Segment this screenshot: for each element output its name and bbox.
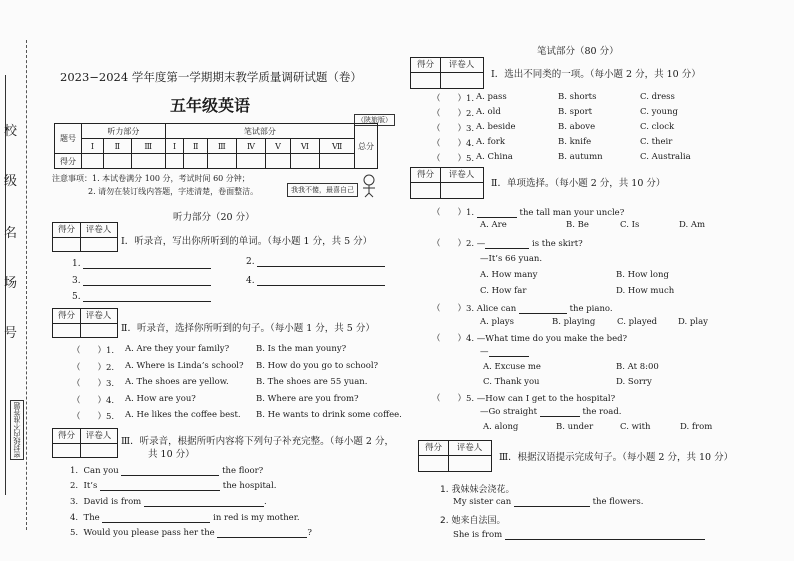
answer-blank[interactable]	[102, 513, 210, 523]
w2-1-opt-b: B. Be	[566, 220, 589, 230]
answer-blank[interactable]	[257, 276, 385, 286]
w1-item-3-b: B. above	[558, 122, 596, 132]
listening-q3-title2: 共 10 分）	[148, 449, 195, 460]
edition-badge: （陕旅版）	[354, 114, 395, 126]
w2-2-opt-a: A. How many	[480, 270, 538, 280]
answer-blank[interactable]	[519, 304, 567, 314]
exam-subject: 五年级英语	[170, 96, 251, 115]
l2-item-3-a: A. The shoes are yellow.	[125, 377, 229, 387]
l1-item-4: 4.	[246, 276, 385, 286]
w2-4-opt-d: D. Sorry	[616, 377, 652, 387]
l2-item-1: （ ）1.	[72, 346, 115, 356]
writing-q1-title: Ⅰ．选出不同类的一项。（每小题 2 分，共 10 分）	[491, 69, 701, 80]
l2-item-5-b: B. He wants to drink some coffee.	[256, 410, 402, 420]
w1-item-4-num: （ ）4.	[432, 139, 475, 149]
w2-3-opt-a: A. plays	[480, 317, 514, 327]
w2-2-opt-b: B. How long	[616, 270, 669, 280]
listening-q1-title: Ⅰ．听录音，写出你所听到的单词。（每小题 1 分，共 5 分）	[121, 236, 373, 247]
l2-item-4-a: A. How are you?	[125, 394, 196, 404]
col-w5: Ⅴ	[266, 139, 290, 154]
answer-blank[interactable]	[505, 530, 705, 540]
l2-item-2: （ ）2.	[72, 363, 115, 373]
score-cell[interactable]	[266, 154, 290, 169]
w1-item-3-num: （ ）3.	[432, 124, 475, 134]
row-label-qnum: 题号	[55, 124, 82, 154]
side-char-number: 号	[4, 326, 18, 341]
answer-blank[interactable]	[477, 208, 517, 218]
w2-5-opt-c: C. with	[620, 422, 651, 432]
l2-item-3-b: B. The shoes are 55 yuan.	[256, 377, 368, 387]
grader-box: 得分 评卷人	[418, 440, 492, 472]
w1-item-4-a: A. fork	[476, 137, 506, 147]
exam-title: 2023−2024 学年度第一学期期末教学质量调研试题（卷）	[60, 70, 362, 84]
score-cell[interactable]	[207, 154, 236, 169]
answer-blank[interactable]	[121, 466, 219, 476]
grader-box: 得分 评卷人	[52, 308, 118, 338]
w2-1-opt-d: D. Am	[679, 220, 706, 230]
w2-item-2-stem: （ ）2. — is the skirt?	[432, 239, 583, 249]
grader-score-label: 得分	[53, 223, 81, 237]
l2-item-1-b: B. Is the man youny?	[256, 344, 347, 354]
score-cell[interactable]	[131, 154, 165, 169]
cartoon-kid-icon	[360, 174, 378, 198]
motto-stamp: 我我不傻，最喜自己	[287, 183, 358, 197]
col-l3: Ⅲ	[131, 139, 165, 154]
writing-q2-title: Ⅱ．单项选择。（每小题 2 分，共 10 分）	[491, 178, 666, 189]
answer-blank[interactable]	[144, 497, 264, 507]
l2-item-4: （ ）4.	[72, 396, 115, 406]
l3-item-2: 2. It’s the hospital.	[70, 481, 277, 491]
w2-1-opt-a: A. Are	[480, 220, 507, 230]
w1-item-1-b: B. shorts	[558, 92, 597, 102]
grader-reviewer-label: 评卷人	[85, 225, 112, 235]
l3-item-5: 5. Would you please pass her the ?	[70, 528, 312, 538]
total-label: 总分	[355, 124, 378, 169]
l1-item-1: 1.	[72, 259, 211, 269]
w1-item-1-a: A. pass	[476, 92, 507, 102]
writing-title: 笔试部分（80 分）	[537, 46, 619, 57]
listening-q2-title: Ⅱ．听录音，选择你所听到的句子。（每小题 1 分，共 5 分）	[121, 323, 375, 334]
l3-item-3: 3. David is from .	[70, 497, 267, 507]
w1-item-2-num: （ ）2.	[432, 109, 475, 119]
w1-item-5-b: B. autumn	[558, 152, 603, 162]
w1-item-3-a: A. beside	[476, 122, 516, 132]
w2-4-line2: —	[480, 347, 529, 357]
score-cell[interactable]	[165, 154, 184, 169]
answer-blank[interactable]	[514, 497, 590, 507]
binding-note: 密封线内不准答题	[10, 400, 24, 460]
col-w2: Ⅱ	[184, 139, 208, 154]
score-cell[interactable]	[320, 154, 355, 169]
score-cell[interactable]	[103, 154, 131, 169]
grader-box: 得分 评卷人	[410, 167, 484, 199]
writing-header: 笔试部分	[165, 124, 354, 139]
notes-line2: 2. 请勿在装订线内答题，字迹清楚，卷面整洁。	[88, 187, 259, 196]
w1-item-4-c: C. their	[640, 137, 673, 147]
w1-item-1-c: C. dress	[640, 92, 675, 102]
l3-item-1: 1. Can you the floor?	[70, 466, 264, 476]
col-l2: Ⅱ	[103, 139, 131, 154]
listening-title: 听力部分（20 分）	[173, 212, 255, 223]
l2-item-4-b: B. Where are you from?	[256, 394, 359, 404]
score-cell[interactable]	[82, 154, 104, 169]
answer-blank[interactable]	[540, 407, 580, 417]
col-w7: Ⅶ	[320, 139, 355, 154]
listening-q3-title: Ⅲ．听录音，根据所听内容将下列句子补充完整。（每小题 2 分，	[121, 436, 394, 447]
side-char-class: 级	[4, 174, 18, 189]
score-cell[interactable]	[236, 154, 265, 169]
score-table	[54, 123, 378, 169]
l1-item-3: 3.	[72, 276, 211, 286]
w2-2-opt-c: C. How far	[480, 286, 527, 296]
l2-item-5: （ ）5.	[72, 412, 115, 422]
answer-blank[interactable]	[83, 259, 211, 269]
w2-3-opt-b: B. playing	[552, 317, 596, 327]
w2-3-opt-c: C. played	[617, 317, 658, 327]
col-w1: Ⅰ	[165, 139, 184, 154]
w1-item-2-c: C. young	[640, 107, 678, 117]
answer-blank[interactable]	[485, 239, 529, 249]
w2-4-opt-a: A. Excuse me	[483, 362, 541, 372]
w2-2-opt-d: D. How much	[616, 286, 675, 296]
grader-box: 得分 评卷人	[410, 57, 484, 89]
score-cell[interactable]	[184, 154, 208, 169]
w3-1-chinese: 1. 我妹妹会浇花。	[440, 485, 515, 495]
w2-item-3-stem: （ ）3. Alice can the piano.	[432, 304, 613, 314]
l2-item-2-a: A. Where is Linda’s school?	[125, 361, 244, 371]
answer-blank[interactable]	[217, 528, 307, 538]
answer-blank[interactable]	[83, 292, 211, 302]
w2-item-1-stem: （ ）1. the tall man your uncle?	[432, 208, 625, 218]
w3-1-sentence: My sister can the flowers.	[453, 497, 644, 507]
w1-item-2-b: B. sport	[558, 107, 593, 117]
side-char-school: 校	[4, 124, 18, 139]
l2-item-3: （ ）3.	[72, 379, 115, 389]
w2-5-opt-a: A. along	[483, 422, 519, 432]
col-l1: Ⅰ	[82, 139, 104, 154]
w1-item-2-a: A. old	[476, 107, 501, 117]
w1-item-1-num: （ ）1.	[432, 94, 475, 104]
w1-item-5-num: （ ）5.	[432, 154, 475, 164]
l3-item-4: 4. The in red is my mother.	[70, 513, 300, 523]
col-w6: Ⅵ	[290, 139, 320, 154]
grader-box: 得分 评卷人	[52, 428, 118, 458]
w2-item-4-stem: （ ）4. —What time do you make the bed?	[432, 334, 628, 344]
w2-5-opt-b: B. under	[556, 422, 594, 432]
side-char-name: 名	[4, 226, 18, 241]
w2-item-5-stem: （ ）5. —How can I get to the hospital?	[432, 394, 616, 404]
answer-blank[interactable]	[489, 347, 529, 357]
w2-4-opt-c: C. Thank you	[483, 377, 540, 387]
l1-item-2: 2.	[246, 257, 385, 267]
l2-item-5-a: A. He likes the coffee best.	[125, 410, 241, 420]
writing-q3-title: Ⅲ．根据汉语提示完成句子。（每小题 2 分，共 10 分）	[499, 452, 734, 463]
side-char-room: 场	[4, 276, 18, 291]
w1-item-5-a: A. China	[476, 152, 513, 162]
answer-blank[interactable]	[100, 481, 220, 491]
col-w3: Ⅲ	[207, 139, 236, 154]
answer-blank[interactable]	[257, 257, 385, 267]
w2-5-opt-d: D. from	[680, 422, 713, 432]
binding-line	[26, 40, 27, 530]
w1-item-3-c: C. clock	[640, 122, 675, 132]
w1-item-5-c: C. Australia	[640, 152, 691, 162]
l1-item-5: 5.	[72, 292, 211, 302]
w1-item-4-b: B. knife	[558, 137, 592, 147]
l2-item-2-b: B. How do you go to school?	[256, 361, 379, 371]
l2-item-1-a: A. Are they your family?	[125, 344, 230, 354]
w2-4-opt-b: B. At 8:00	[616, 362, 659, 372]
w2-3-opt-d: D. play	[678, 317, 708, 327]
listening-header: 听力部分	[82, 124, 166, 139]
answer-blank[interactable]	[83, 276, 211, 286]
score-cell[interactable]	[290, 154, 320, 169]
w2-2-answer: —It’s 66 yuan.	[480, 254, 543, 264]
w2-1-opt-c: C. Is	[620, 220, 640, 230]
w3-2-sentence: She is from	[453, 530, 705, 540]
w2-5-line2: —Go straight the road.	[480, 407, 622, 417]
col-w4: Ⅳ	[236, 139, 265, 154]
grader-box	[52, 222, 118, 252]
notes-line1: 注意事项：1. 本试卷满分 100 分，考试时间 60 分钟；	[52, 174, 250, 183]
row-label-score: 得分	[55, 154, 82, 169]
w3-2-chinese: 2. 她来自法国。	[440, 516, 506, 526]
